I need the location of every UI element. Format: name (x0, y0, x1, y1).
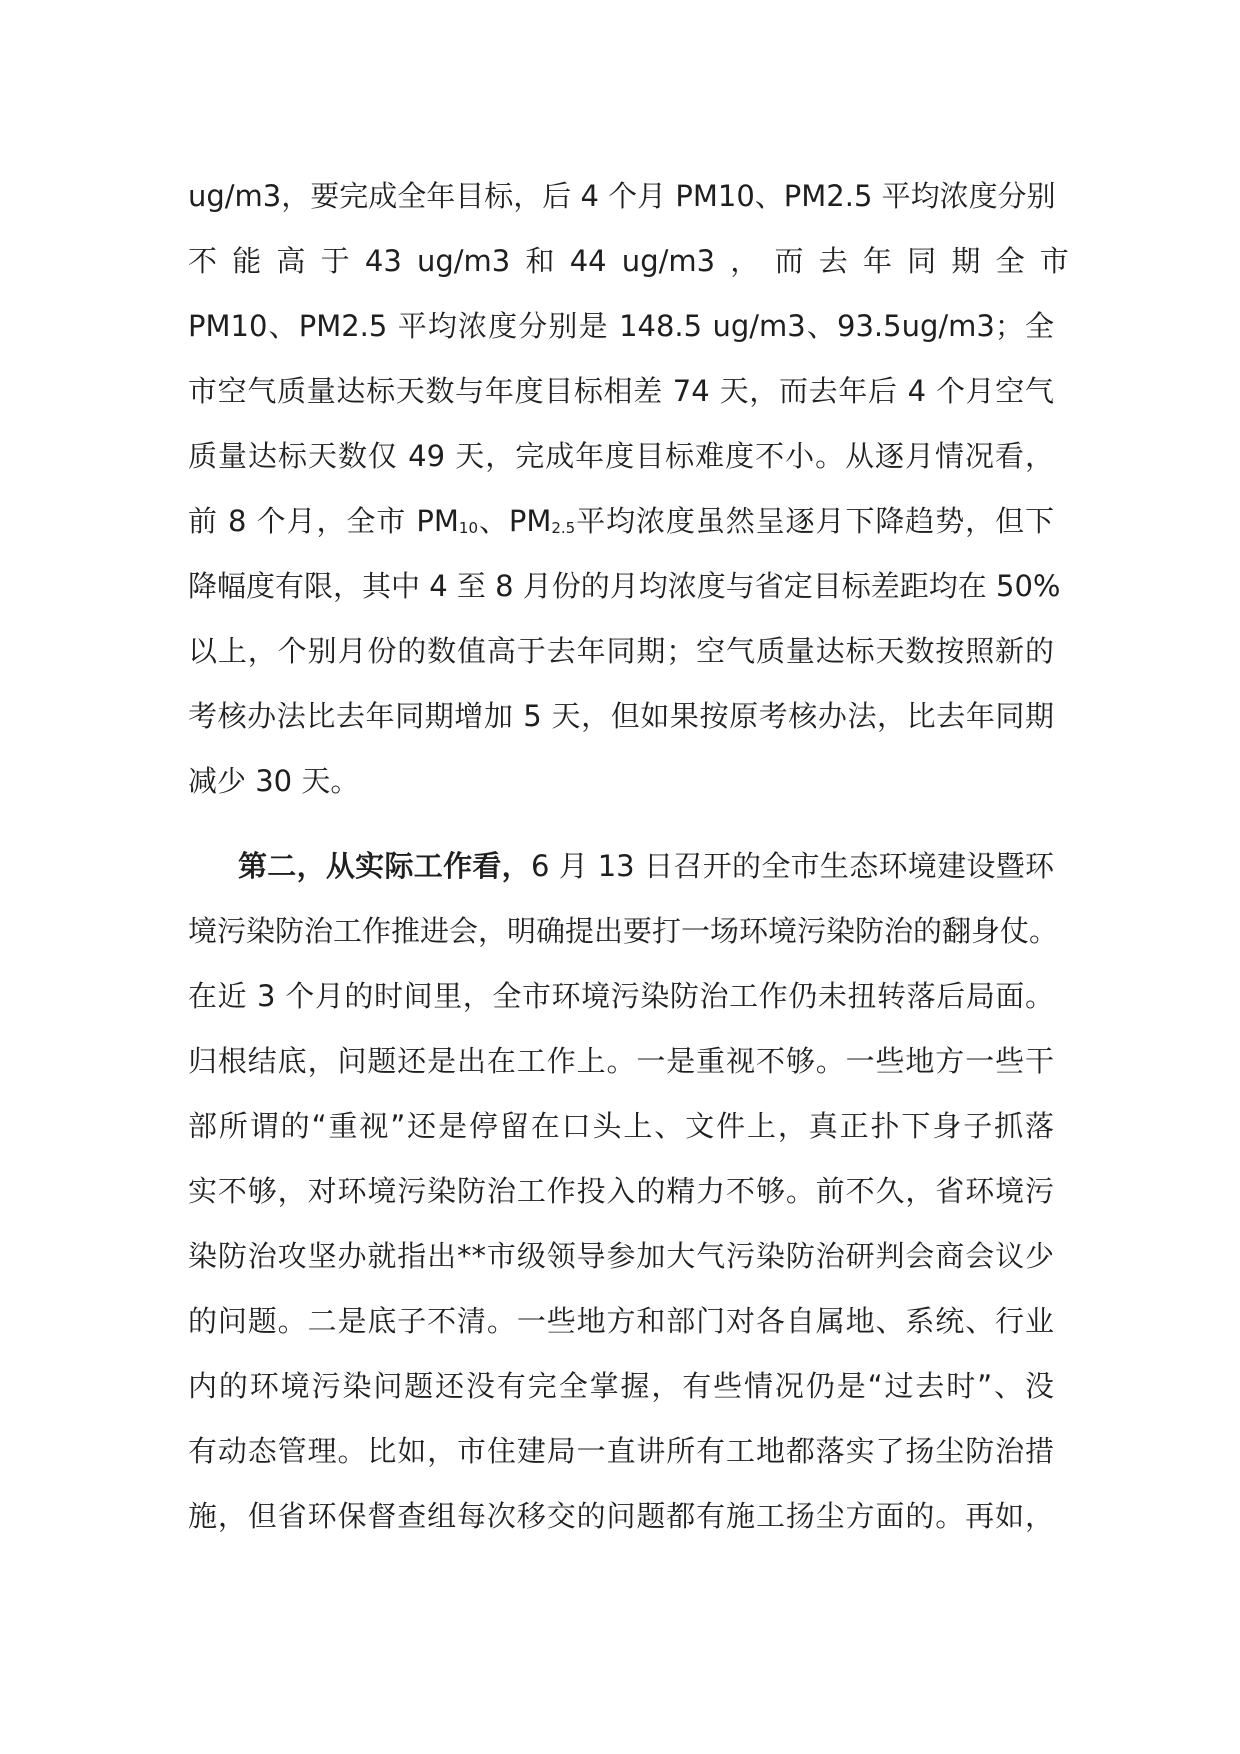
text-segment: 6 月 13 日召开的全市生态环境建设暨环 (530, 849, 1054, 883)
section-lead-heading: 第二，从实际工作看， (238, 849, 531, 883)
text-line: 染防治攻坚办就指出**市级领导参加大气污染防治研判会商会议少 (188, 1239, 1054, 1273)
text-line: 内的环境污染问题还没有完全掌握，有些情况仍是“过去时”、没 (188, 1369, 1054, 1403)
text-line: 减少 30 天。 (188, 764, 360, 798)
paragraph-actual-work (188, 834, 1059, 1549)
text-line: 施，但省环保督查组每次移交的问题都有施工扬尘方面的。再如， (188, 1499, 1054, 1533)
text-line: 部所谓的“重视”还是停留在口头上、文件上，真正扑下身子抓落 (188, 1109, 1054, 1143)
text-segment: 前 8 个月，全市 PM (188, 504, 459, 538)
text-line: 境污染防治工作推进会，明确提出要打一场环境污染防治的翻身仗。 (188, 914, 1059, 948)
text-line: 的问题。二是底子不清。一些地方和部门对各自属地、系统、行业 (188, 1304, 1054, 1338)
text-line: 实不够，对环境污染防治工作投入的精力不够。前不久，省环境污 (188, 1174, 1054, 1208)
text-line: PM10、PM2.5 平均浓度分别是 148.5 ug/m3、93.5ug/m3；全 (188, 309, 1054, 343)
text-line-with-heading (188, 834, 1054, 899)
text-line: 市空气质量达标天数与年度目标相差 74 天，而去年后 4 个月空气 (188, 374, 1054, 408)
text-line: 有动态管理。比如，市住建局一直讲所有工地都落实了扬尘防治措 (188, 1434, 1054, 1468)
text-line: 不 能 高 于 43 ug/m3 和 44 ug/m3 ， 而 去 年 同 期 全 市 (188, 244, 1069, 278)
text-segment: 、PM (478, 504, 552, 538)
text-segment: 平均浓度虽然呈逐月下降趋势，但下 (575, 504, 1054, 538)
text-line: 归根结底，问题还是出在工作上。一是重视不够。一些地方一些干 (188, 1044, 1054, 1078)
subscript-10: 10 (458, 519, 479, 537)
text-line: 在近 3 个月的时间里，全市环境污染防治工作仍未扭转落后局面。 (188, 979, 1054, 1013)
text-line: 降幅度有限，其中 4 至 8 月份的月均浓度与省定目标差距均在 50% (188, 569, 1061, 603)
paragraph-air-quality (188, 164, 1069, 814)
text-line: 以上，个别月份的数值高于去年同期；空气质量达标天数按照新的 (188, 634, 1054, 668)
text-line-with-subscripts (188, 489, 1054, 554)
text-line: 考核办法比去年同期增加 5 天，但如果按原考核办法，比去年同期 (188, 699, 1054, 733)
text-line: ug/m3，要完成全年目标，后 4 个月 PM10、PM2.5 平均浓度分别 (188, 179, 1056, 213)
subscript-2-5: 2.5 (551, 519, 576, 537)
text-line: 质量达标天数仅 49 天，完成年度目标难度不小。从逐月情况看， (188, 439, 1054, 473)
